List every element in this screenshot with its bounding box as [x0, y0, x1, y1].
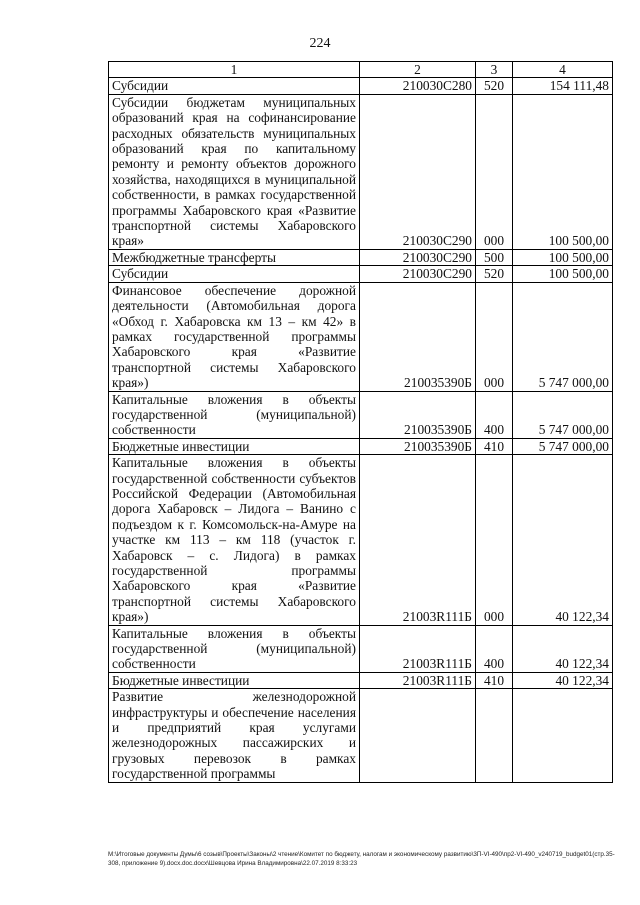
row-name: Бюджетные инвестиции	[109, 438, 360, 454]
row-amount: 5 747 000,00	[513, 282, 613, 391]
row-kind: 400	[476, 625, 513, 672]
row-kind: 410	[476, 438, 513, 454]
row-amount: 5 747 000,00	[513, 438, 613, 454]
row-kind: 520	[476, 78, 513, 94]
row-amount: 40 122,34	[513, 625, 613, 672]
header-column-3: 3	[476, 62, 513, 78]
row-amount: 5 747 000,00	[513, 391, 613, 438]
header-column-2: 2	[360, 62, 476, 78]
row-code	[360, 689, 476, 782]
row-code: 210035390Б	[360, 282, 476, 391]
row-code: 210030С290	[360, 266, 476, 282]
row-amount	[513, 689, 613, 782]
row-code: 21003R111Б	[360, 455, 476, 625]
table-row	[109, 94, 613, 249]
header-column-4: 4	[513, 62, 613, 78]
row-name: Субсидии бюджетам муниципальных образований края на софинансирование расходных обязательств муниципальных образований края по капитальному ремонту и ремонту объектов дорожного хозяйства, находящихся в муниципальной собственности, в рамках государственной программы Хабаровского края «Развитие транспортной системы Хабаровского края»	[109, 94, 360, 249]
row-kind: 400	[476, 391, 513, 438]
row-code: 21003R111Б	[360, 625, 476, 672]
row-name: Капитальные вложения в объекты государственной (муниципальной) собственности	[109, 625, 360, 672]
table-header-row	[109, 62, 613, 78]
table-row	[109, 455, 613, 625]
row-kind: 000	[476, 455, 513, 625]
row-kind: 000	[476, 282, 513, 391]
row-kind: 520	[476, 266, 513, 282]
row-kind: 500	[476, 249, 513, 265]
row-name: Капитальные вложения в объекты государственной собственности субъектов Российской Федерации (Автомобильная дорога Хабаровск – Лидога – Ванино с подъездом к г. Комсомольск-на-Амуре на участке км 113 – км 118 (участок г. Хабаровск – с. Лидога) в рамках государственной программы Хабаровского края «Развитие транспортной системы Хабаровского края»)	[109, 455, 360, 625]
document-path-footer: M:\Итоговые документы Думы\6 созыв\Проекты\Законы\2 чтение\Комитет по бюджету, налогам и экономическому развитию\3П-VI-490\пр2-VI-490_v240719_budget01(стр.35-308, приложение 9).docx.doc.docx\Шевцова Ирина Владимировна\22.07.2019 8:33:23	[108, 851, 615, 867]
row-amount: 100 500,00	[513, 94, 613, 249]
row-kind: 000	[476, 94, 513, 249]
row-code: 210035390Б	[360, 438, 476, 454]
row-kind	[476, 689, 513, 782]
row-name: Капитальные вложения в объекты государственной (муниципальной) собственности	[109, 391, 360, 438]
row-code: 210030С280	[360, 78, 476, 94]
table-row	[109, 282, 613, 391]
table-row	[109, 438, 613, 454]
table-row	[109, 689, 613, 782]
row-code: 210030С290	[360, 249, 476, 265]
table-row	[109, 78, 613, 94]
table-row	[109, 249, 613, 265]
table-row	[109, 266, 613, 282]
budget-table	[108, 61, 613, 783]
table-row	[109, 625, 613, 672]
header-column-1: 1	[109, 62, 360, 78]
row-name: Межбюджетные трансферты	[109, 249, 360, 265]
row-name: Финансовое обеспечение дорожной деятельности (Автомобильная дорога «Обход г. Хабаровска км 13 – км 42» в рамках государственной программы Хабаровского края «Развитие транспортной системы Хабаровского края»)	[109, 282, 360, 391]
row-name: Субсидии	[109, 266, 360, 282]
row-name: Бюджетные инвестиции	[109, 672, 360, 688]
row-kind: 410	[476, 672, 513, 688]
row-name: Развитие железнодорожной инфраструктуры и обеспечение населения и предприятий края услугами железнодорожных пассажирских и грузовых перевозок в рамках государственной программы	[109, 689, 360, 782]
page-number: 224	[309, 36, 331, 51]
table-row	[109, 672, 613, 688]
row-code: 210030С290	[360, 94, 476, 249]
row-code: 210035390Б	[360, 391, 476, 438]
row-name: Субсидии	[109, 78, 360, 94]
row-amount: 100 500,00	[513, 249, 613, 265]
row-amount: 100 500,00	[513, 266, 613, 282]
row-amount: 154 111,48	[513, 78, 613, 94]
row-code: 21003R111Б	[360, 672, 476, 688]
table-row	[109, 391, 613, 438]
row-amount: 40 122,34	[513, 455, 613, 625]
row-amount: 40 122,34	[513, 672, 613, 688]
